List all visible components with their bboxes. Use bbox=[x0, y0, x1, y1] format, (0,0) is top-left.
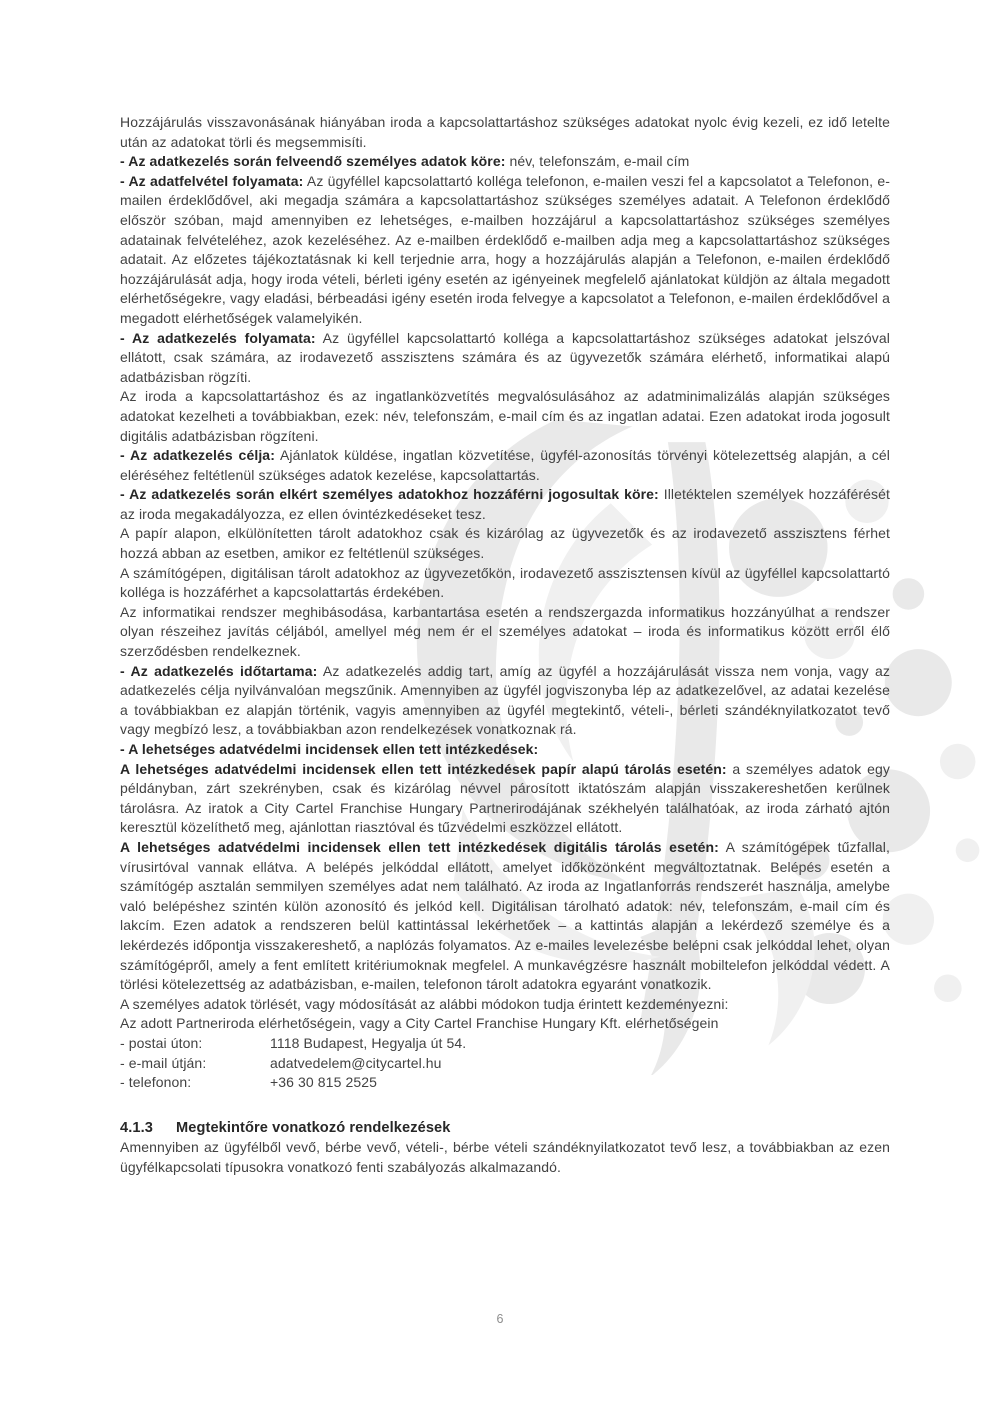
paragraph-label: - Az adatkezelés folyamata: bbox=[120, 329, 316, 346]
paragraph bbox=[120, 446, 890, 485]
paragraph-text: A személyes adatok törlését, vagy módosítását az alábbi módokon tudja érintett kezdeményezni: bbox=[120, 995, 729, 1012]
contact-label: - e-mail útján: bbox=[120, 1054, 207, 1071]
paragraph-label: - Az adatkezelés célja: bbox=[120, 447, 275, 464]
paragraph-label: - Az adatfelvétel folyamata: bbox=[120, 172, 304, 189]
paragraph-text: Illetéktelen személyek hozzáférését az iroda megakadályozza, ez ellen óvintézkedéseket tesz. bbox=[120, 486, 890, 522]
paragraph bbox=[120, 760, 890, 838]
paragraph bbox=[120, 329, 890, 388]
paragraph bbox=[120, 740, 890, 760]
paragraph bbox=[120, 662, 890, 740]
contact-label: - telefonon: bbox=[120, 1074, 192, 1091]
paragraph-text: név, telefonszám, e-mail cím bbox=[505, 153, 690, 170]
paragraph-text: Az ügyféllel kapcsolattartó kolléga telefonon, e-mailen veszi fel a kapcsolatot a Telefonon, e-mailen érdeklődővel, aki megadja számára a kapcsolattartáshoz szükséges személyes adatait. A Telefonon érdeklődő először szóban, majd amennyiben ez lehetséges, e-mailben hozzájárul a kapcsolattartáshoz szükséges személyes adatainak felvételéhez, azok kezeléséhez. Az e-mailben érdeklődő e-mailben adja meg a kapcsolattartáshoz szükséges adatait. Az előzetes tájékoztatásnak ki kell terjednie arra, hogy a hozzájárulás alapján a Telefonon, e-mailen érdeklődő hozzájárulását adja, hogy iroda vételi, bérleti igény esetén az igényeinek megfelelő ajánlatokat küldjön az általa megadott elérhetőségekre, vagy eladási, bérbeadási igény esetén iroda felvegye a kapcsolatot a Telefonon, e-mailen érdeklődővel a megadott elérhetőségek valamelyikén. bbox=[120, 172, 891, 326]
paragraph bbox=[120, 603, 890, 662]
paragraph-text: A papír alapon, elkülönítetten tárolt adatokhoz csak és kizárólag az ügyvezetők és az irodavezető asszisztens férhet hozzá abban az esetben, amikor ez feltétlenül szükséges. bbox=[120, 525, 890, 562]
paragraph bbox=[120, 152, 890, 172]
paragraph-text: Hozzájárulás visszavonásának hiányában iroda a kapcsolattartáshoz szükséges adatokat nyolc évig kezeli, ez idő letelte után az adatokat törli és megsemmisíti. bbox=[120, 114, 890, 150]
paragraph bbox=[120, 564, 890, 603]
email-address: adatvedelem@citycartel.hu bbox=[270, 1054, 442, 1071]
paragraph bbox=[120, 524, 890, 563]
paragraph-text: Az informatikai rendszer meghibásodása, karbantartása esetén a rendszergazda informatikus hozzányúlhat a rendszer olyan részeihez javítás céljából, amellyel még nem ér el személyes adatokat – iroda és informatikus között erről élő szerződésben rendelkeznek. bbox=[120, 603, 890, 660]
paragraph bbox=[120, 172, 890, 329]
paragraph-text: Az iroda a kapcsolattartáshoz és az ingatlanközvetítés megvalósulásához az adatminimalizálás alapján szükséges adatokat kezelheti a továbbiakban, ezek: név, telefonszám, e-mail cím és az ingatlan adatai. Ezen adatokat iroda jogosult digitális adatbázisban rögzíteni. bbox=[120, 388, 890, 444]
closing-paragraph: Amennyiben az ügyfélből vevő, bérbe vevő, vételi-, bérbe vételi szándéknyilatkozatot tevő lesz, a továbbiakban az ezen ügyfélkapcsolati típusokra vonatkozó fenti szabályozás alkalmazandó. bbox=[120, 1139, 890, 1175]
contact-row-phone bbox=[120, 1073, 890, 1093]
paragraph-text: a személyes adatok egy példányban, zárt szekrényben, csak és kizárólag névvel párosított iktatószám alapján visszakereshetően kerülnek tárolásra. Az iratok a City Cartel Franchise Hungary Partnerirodájának székhelyén találhatóak, az iroda zárható ajtón keresztül közelíthető meg, ajánlottan riasztóval és tűzvédelmi eszközzel ellátott. bbox=[120, 760, 891, 836]
paragraph-label: - Az adatkezelés időtartama: bbox=[120, 662, 318, 679]
paragraph bbox=[120, 485, 890, 524]
paragraph bbox=[120, 387, 890, 446]
paragraph-text: A számítógépen, digitálisan tárolt adatokhoz az ügyvezetőkön, irodavezető asszisztensen kívül az ügyféllel kapcsolattartó kolléga is hozzáférhet a kapcsolattartás érdekében. bbox=[120, 564, 890, 601]
paragraph-text: Az adatkezelés addig tart, amíg az ügyfél a hozzájárulását vissza nem vonja, vagy az adatkezelés célja nyilvánvalóan megszűnik. Amennyiben az ügyfél jogviszonyba lép az adatkezelővel, az adatai kezelése a továbbiakban ez alapján történik, vagyis amennyiben az ügyfél megtekintő, vételi-, bérleti szándéknyilatkozatot tevő vagy megbízó lesz, a továbbiakban azon rendelkezések vonatkoznak rá. bbox=[120, 662, 890, 738]
page-number: 6 bbox=[496, 1312, 504, 1326]
contact-row-postal bbox=[120, 1034, 890, 1054]
contact-label: - postai úton: bbox=[120, 1034, 203, 1051]
paragraph-label: - Az adatkezelés során elkért személyes adatokhoz hozzáférni jogosultak köre: bbox=[120, 486, 659, 503]
section-number: 4.1.3 bbox=[120, 1119, 153, 1136]
section-heading bbox=[120, 1119, 890, 1139]
paragraph-label: - A lehetséges adatvédelmi incidensek ellen tett intézkedések: bbox=[120, 741, 539, 757]
paragraph-label: - Az adatkezelés során felveendő személyes adatok köre: bbox=[120, 153, 506, 170]
paragraph bbox=[120, 995, 890, 1015]
postal-address: 1118 Budapest, Hegyalja út 54. bbox=[270, 1034, 467, 1051]
paragraph bbox=[120, 838, 890, 995]
paragraph-label: A lehetséges adatvédelmi incidensek ellen tett intézkedések papír alapú tárolás esetén: bbox=[120, 760, 727, 777]
paragraph bbox=[120, 1014, 890, 1034]
paragraph-text: Ajánlatok küldése, ingatlan közvetítése, ügyfél-azonosítás törvényi kötelezettség alapján, a cél eléréséhez feltétlenül szükséges adatok kezelése, kapcsolattartás. bbox=[120, 447, 890, 483]
paragraph-text: Az adott Partneriroda elérhetőségein, vagy a City Cartel Franchise Hungary Kft. elérhetőségein bbox=[120, 1015, 719, 1032]
document-body bbox=[120, 113, 890, 1177]
paragraph-text: Az ügyféllel kapcsolattartó kolléga a kapcsolattartáshoz szükséges adatokat jelszóval ellátott, csak számára, az irodavezető asszisztens számára és az ügyvezetők számára elérhető, informatikai alapú adatbázisban rögzíti. bbox=[120, 329, 890, 385]
paragraph-text: A számítógépek tűzfallal, vírusirtóval vannak ellátva. A belépés jelkóddal ellátott, amelyet időközönként megváltoztatnak. Belépés esetén a számítógép asztalán semmilyen személyes adat nem található. Az iroda az Ingatlanforrás rendszerét használja, amelybe való belépéshez szintén külön azonosító és jelkód kell. Digitálisan tárolható adatok: név, telefonszám, e-mail cím és lakcím. Ezen adatok a rendszeren belül kattintással lekérhetőek – a kattintás alapján a lekérdező személye és a lekérdezés időpontja visszakereshető, a naplózás folyamatos. Az e-mailes levelezésbe belépni csak jelkóddal lehet, olyan számítógépről, amely a fent említett kritériumoknak megfelel. A munkavégzésre használt mobiltelefon jelkóddal védett. A törlési kötelezettség az adatbázisban, e-mailen, telefonon tárolt adatokra egyaránt vonatkozik. bbox=[120, 838, 890, 993]
paragraph bbox=[120, 113, 890, 152]
section-title: Megtekintőre vonatkozó rendelkezések bbox=[176, 1119, 451, 1136]
contact-row-email bbox=[120, 1054, 890, 1074]
paragraph-label: A lehetséges adatvédelmi incidensek ellen tett intézkedések digitális tárolás esetén: bbox=[120, 838, 719, 855]
phone-number: +36 30 815 2525 bbox=[270, 1074, 377, 1091]
